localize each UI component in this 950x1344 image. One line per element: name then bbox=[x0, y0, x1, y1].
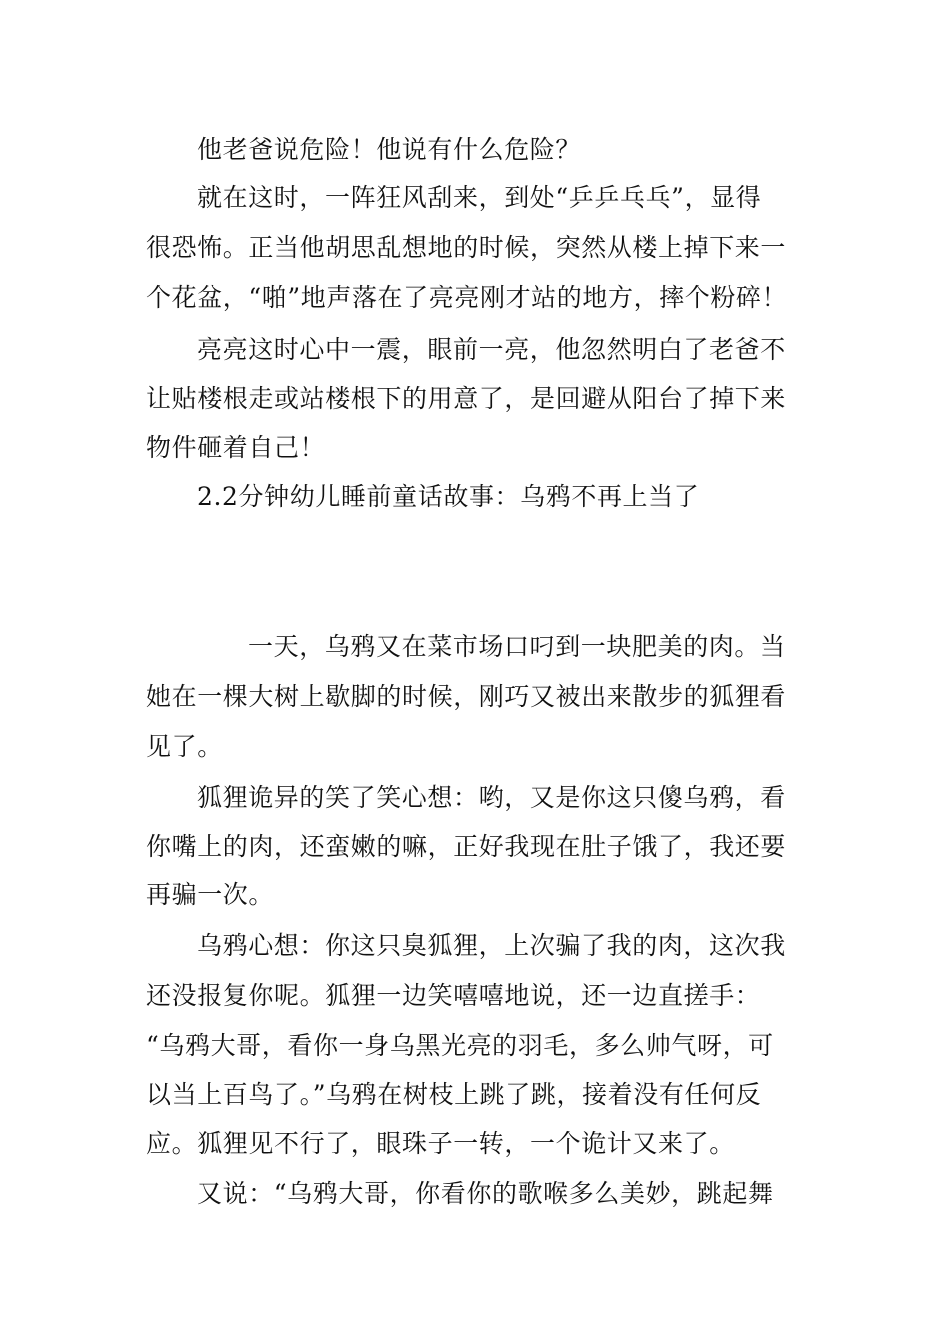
text-line: 个花盆，“啪”地声落在了亮亮刚才站的地方，摔个粉碎！ bbox=[146, 283, 788, 312]
text-line: “乌鸦大哥，看你一身乌黑光亮的羽毛，多么帅气呀，可 bbox=[146, 1031, 774, 1060]
text-line: 乌鸦心想：你这只臭狐狸，上次骗了我的肉，这次我 bbox=[197, 931, 786, 960]
text-line: 狐狸诡异的笑了笑心想：哟，又是你这只傻乌鸦，看 bbox=[197, 783, 786, 812]
text-line: 亮亮这时心中一震，眼前一亮，他忽然明白了老爸不 bbox=[197, 335, 786, 364]
text-line: 你嘴上的肉，还蛮嫩的嘛，正好我现在肚子饿了，我还要 bbox=[146, 832, 787, 861]
text-line: 一天，乌鸦又在菜市场口叼到一块肥美的肉。当 bbox=[248, 632, 786, 661]
text-line: 再骗一次。 bbox=[146, 880, 275, 909]
section-heading: 2.2分钟幼儿睡前童话故事：乌鸦不再上当了 bbox=[197, 482, 700, 511]
text-line: 物件砸着自己！ bbox=[146, 433, 326, 462]
text-line: 就在这时，一阵狂风刮来，到处“乒乒乓乓”，显得 bbox=[197, 183, 762, 212]
text-line: 应。狐狸见不行了，眼珠子一转，一个诡计又来了。 bbox=[146, 1129, 735, 1158]
text-line: 他老爸说危险！他说有什么危险？ bbox=[197, 135, 582, 164]
text-line: 还没报复你呢。狐狸一边笑嘻嘻地说，还一边直搓手： bbox=[146, 981, 761, 1010]
text-line: 又说：“乌鸦大哥，你看你的歌喉多么美妙，跳起舞 bbox=[197, 1179, 774, 1208]
text-line: 以当上百鸟了。”乌鸦在树枝上跳了跳，接着没有任何反 bbox=[146, 1080, 762, 1109]
text-line: 见了。 bbox=[146, 732, 223, 761]
text-line: 让贴楼根走或站楼根下的用意了，是回避从阳台了掉下来 bbox=[146, 384, 787, 413]
text-line: 很恐怖。正当他胡思乱想地的时候，突然从楼上掉下来一 bbox=[146, 233, 787, 262]
text-line: 她在一棵大树上歇脚的时候，刚巧又被出来散步的狐狸看 bbox=[146, 682, 787, 711]
